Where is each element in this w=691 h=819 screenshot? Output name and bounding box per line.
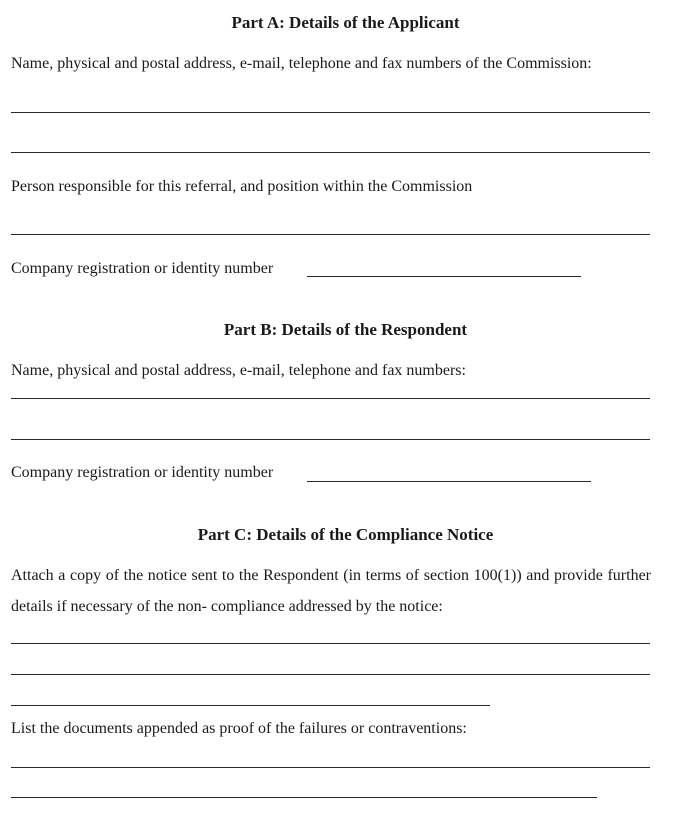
part-a-name-address-line-2[interactable] [11,152,650,153]
part-b-name-address-label: Name, physical and postal address, e-mail, telephone and fax numbers: [11,362,466,379]
part-c-documents-line-2[interactable] [11,797,597,798]
part-a-name-address-line-1[interactable] [11,112,650,113]
part-b-name-address-line-2[interactable] [11,439,650,440]
part-a-registration-field[interactable] [307,276,581,277]
part-c-documents-line-1[interactable] [11,767,650,768]
part-a-person-line[interactable] [11,234,650,235]
part-b-registration-label: Company registration or identity number [11,464,274,481]
part-c-details-line-1[interactable] [11,643,650,644]
part-c-details-line-2[interactable] [11,674,650,675]
part-c-documents-label: List the documents appended as proof of the failures or contraventions: [11,720,467,737]
part-a-heading: Part A: Details of the Applicant [231,13,460,32]
part-b-registration-field[interactable] [307,481,591,482]
part-a-person-label: Person responsible for this referral, and position within the Commission [11,178,473,195]
part-c-attach-instruction: Attach a copy of the notice sent to the Respondent (in terms of section 100(1)) and provide further details if necessary of the non- compliance addressed by the notice: [11,567,651,615]
part-c-heading: Part C: Details of the Compliance Notice [197,525,494,544]
part-b-name-address-line-1[interactable] [11,398,650,399]
part-a-name-address-label: Name, physical and postal address, e-mail, telephone and fax numbers of the Commission: [11,55,592,72]
part-a-registration-label: Company registration or identity number [11,260,274,277]
part-b-heading: Part B: Details of the Respondent [223,320,468,339]
part-c-details-line-3[interactable] [11,705,490,706]
